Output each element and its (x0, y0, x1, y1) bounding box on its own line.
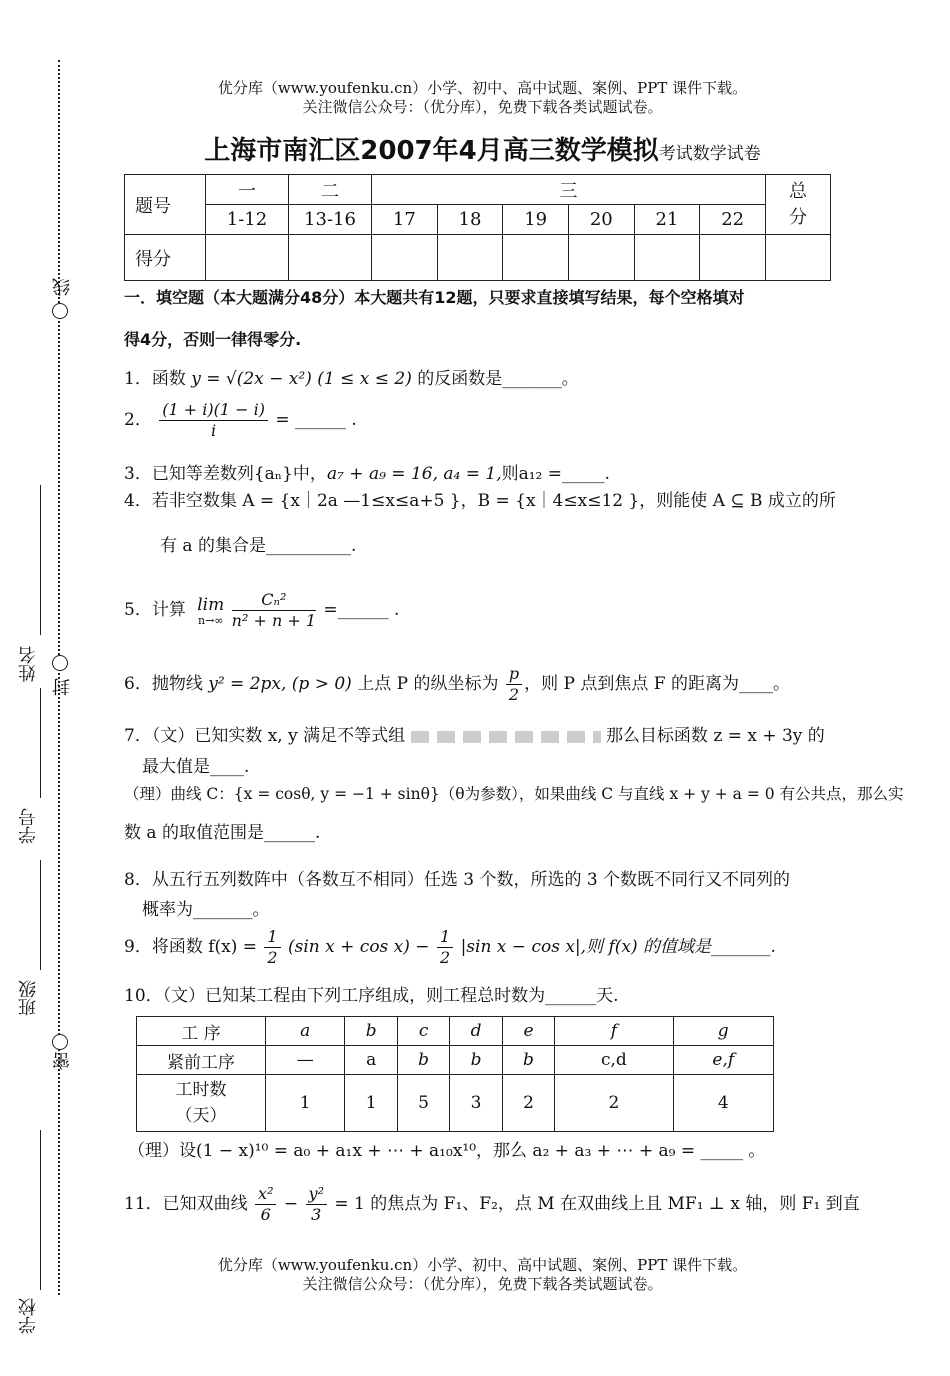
process-hours-label: 工时数 （天） (137, 1075, 266, 1132)
section-1-instructions-2: 得4分，否则一律得零分. (124, 330, 302, 349)
score-range: 22 (700, 205, 766, 235)
score-total-header: 总 分 (766, 175, 831, 235)
binding-label-feng: 封 (52, 678, 73, 696)
q5-fraction: $\frac{\text{Cₙ²}}{\text{n² + n + 1}}$ (231, 590, 316, 630)
score-range: 13-16 (289, 205, 372, 235)
process-header: d (450, 1017, 502, 1046)
process-header: c (397, 1017, 449, 1046)
score-cell[interactable] (568, 235, 634, 281)
header-line-1: 优分库（www.youfenku.cn）小学、初中、高中试题、案例、PPT 课件下载。 (217, 79, 748, 97)
process-pre-cell: b (397, 1046, 449, 1075)
page-title (0, 130, 950, 167)
score-cell[interactable] (289, 235, 372, 281)
question-4-line-2: 有 a 的集合是__________. (160, 536, 357, 556)
binding-circle (52, 1034, 68, 1050)
score-part-1: 一 (206, 175, 289, 205)
class-label: 班级 (18, 980, 39, 1016)
inequality-system-image (411, 731, 601, 743)
process-header: f (555, 1017, 673, 1046)
title-main: 上海市南汇区2007年4月高三数学模拟 (204, 136, 659, 166)
question-2: 2． $\frac{(1 + i)(1 - i)}{i}$ = ______ . (124, 400, 357, 440)
school-label: 学校 (18, 1298, 39, 1334)
score-cell[interactable] (372, 235, 438, 281)
question-10-line-1: 10．（文）已知某工程由下列工序组成，则工程总时数为______天. (124, 986, 619, 1006)
question-1: 1．函数 y = √(2x − x²) (1 ≤ x ≤ 2) 的反函数是_______。 (124, 369, 579, 389)
q2-fraction: $\frac{(1 + i)(1 - i)}{i}$ (159, 400, 268, 441)
process-header: g (673, 1017, 774, 1046)
process-pre-cell: e,f (673, 1046, 774, 1075)
score-range: 21 (634, 205, 700, 235)
q11-fraction-1: $\frac{\text{x²}}{6}$ (255, 1184, 276, 1225)
process-hours-cell: 4 (673, 1075, 774, 1132)
process-pre-cell: b (502, 1046, 554, 1075)
process-pre-cell: c,d (555, 1046, 673, 1075)
student-id-blank (40, 688, 41, 798)
q11-fraction-2: $\frac{\text{y²}}{3}$ (306, 1184, 327, 1225)
score-label-tihao: 题号 (125, 175, 206, 235)
process-hours-cell: 3 (450, 1075, 502, 1132)
process-hours-cell: 1 (345, 1075, 397, 1132)
binding-circle (52, 655, 68, 671)
footer-line-2: 关注微信公众号：（优分库），免费下载各类试题试卷。 (302, 1275, 663, 1293)
question-9: 9．将函数 f(x) = $\frac{1}{2}$ (sin x + cos x) − $\frac{1}{2}$ |sin x − cos x|,则 f(x) 的值域是_______. (124, 927, 776, 967)
score-cell[interactable] (700, 235, 766, 281)
process-pre-cell: a (345, 1046, 397, 1075)
process-hours-cell: 1 (266, 1075, 345, 1132)
q9-fraction-2: $\frac{1}{2}$ (437, 927, 453, 968)
question-8-line-1: 8．从五行五列数阵中（各数互不相同）任选 3 个数，所选的 3 个数既不同行又不同列的 (124, 870, 791, 890)
q9-fraction-1: $\frac{1}{2}$ (264, 927, 280, 968)
process-header: e (502, 1017, 554, 1046)
process-pre-cell: — (266, 1046, 345, 1075)
score-range: 18 (437, 205, 503, 235)
score-cell[interactable] (503, 235, 569, 281)
binding-label-xian: 线 (52, 278, 73, 296)
process-hours-cell: 5 (397, 1075, 449, 1132)
student-id-label: 学号 (18, 808, 39, 844)
class-blank (40, 860, 41, 970)
footer-line-1: 优分库（www.youfenku.cn）小学、初中、高中试题、案例、PPT 课件下载。 (217, 1256, 748, 1274)
score-label-defen: 得分 (125, 235, 206, 281)
score-cell[interactable] (634, 235, 700, 281)
process-header: b (345, 1017, 397, 1046)
score-range: 1-12 (206, 205, 289, 235)
question-7-line-3: （理）曲线 C：{x = cosθ, y = −1 + sinθ}（θ为参数），如果曲线 C 与直线 x + y + a = 0 有公共点，那么实 (124, 785, 904, 803)
score-part-3: 三 (372, 175, 766, 205)
score-part-2: 二 (289, 175, 372, 205)
question-7-line-4: 数 a 的取值范围是______. (124, 823, 321, 843)
q6-fraction: $\frac{p}{2}$ (506, 664, 522, 705)
process-pre-cell: b (450, 1046, 502, 1075)
question-3: 3．已知等差数列{aₙ}中，a₇ + a₉ = 16, a₄ = 1,则a₁₂ =_____. (124, 464, 610, 484)
score-cell[interactable] (206, 235, 289, 281)
binding-label-mi: 密 (52, 1052, 73, 1070)
score-cell[interactable] (766, 235, 831, 281)
score-range: 20 (568, 205, 634, 235)
student-name-blank (40, 485, 41, 635)
score-range: 17 (372, 205, 438, 235)
question-4-line-1: 4．若非空数集 A = {x｜2a —1≤x≤a+5 }，B = {x｜4≤x≤12 }，则能使 A ⊆ B 成立的所 (124, 491, 836, 511)
process-hours-cell: 2 (555, 1075, 673, 1132)
header-line-2: 关注微信公众号：（优分库），免费下载各类试题试卷。 (302, 98, 663, 116)
question-10-li: （理）设(1 − x)¹⁰ = a₀ + a₁x + ⋯ + a₁₀x¹⁰，那么 a₂ + a₃ + ⋯ + a₉ = _____ 。 (128, 1141, 766, 1161)
process-header-label: 工 序 (137, 1017, 266, 1046)
question-11: 11．已知双曲线 $\frac{\text{x²}}{6}$ − $\frac{\text{y²}}{3}$ = 1 的焦点为 F₁、F₂，点 M 在双曲线上且 MF₁ ⊥ x 轴，则 F₁ 到直 (124, 1184, 860, 1224)
score-cell[interactable] (437, 235, 503, 281)
process-header: a (266, 1017, 345, 1046)
question-5: 5．计算 lim n→∞ $\frac{\text{Cₙ²}}{\text{n² + n + 1}}$ =______ . (124, 590, 400, 630)
section-1-instructions-1: 一．填空题（本大题满分48分）本大题共有12题，只要求直接填写结果，每个空格填对 (124, 288, 745, 307)
question-7-line-2: 最大值是____. (142, 757, 250, 777)
q5-limit: lim n→∞ (197, 594, 225, 627)
process-table (136, 1016, 774, 1132)
student-name-label: 姓名 (18, 646, 39, 682)
question-8-line-2: 概率为_______。 (142, 900, 270, 920)
question-6: 6．抛物线 y² = 2px, (p > 0) 上点 P 的纵坐标为 $\frac{p}{2}$ ，则 P 点到焦点 F 的距离为____。 (124, 664, 790, 704)
score-table (124, 174, 831, 281)
score-range: 19 (503, 205, 569, 235)
process-hours-cell: 2 (502, 1075, 554, 1132)
process-pre-label: 紧前工序 (137, 1046, 266, 1075)
question-7-line-1: 7．（文）已知实数 x, y 满足不等式组 那么目标函数 z = x + 3y 的 (124, 726, 825, 746)
title-suffix: 考试数学试卷 (658, 144, 761, 164)
binding-circle (52, 303, 68, 319)
